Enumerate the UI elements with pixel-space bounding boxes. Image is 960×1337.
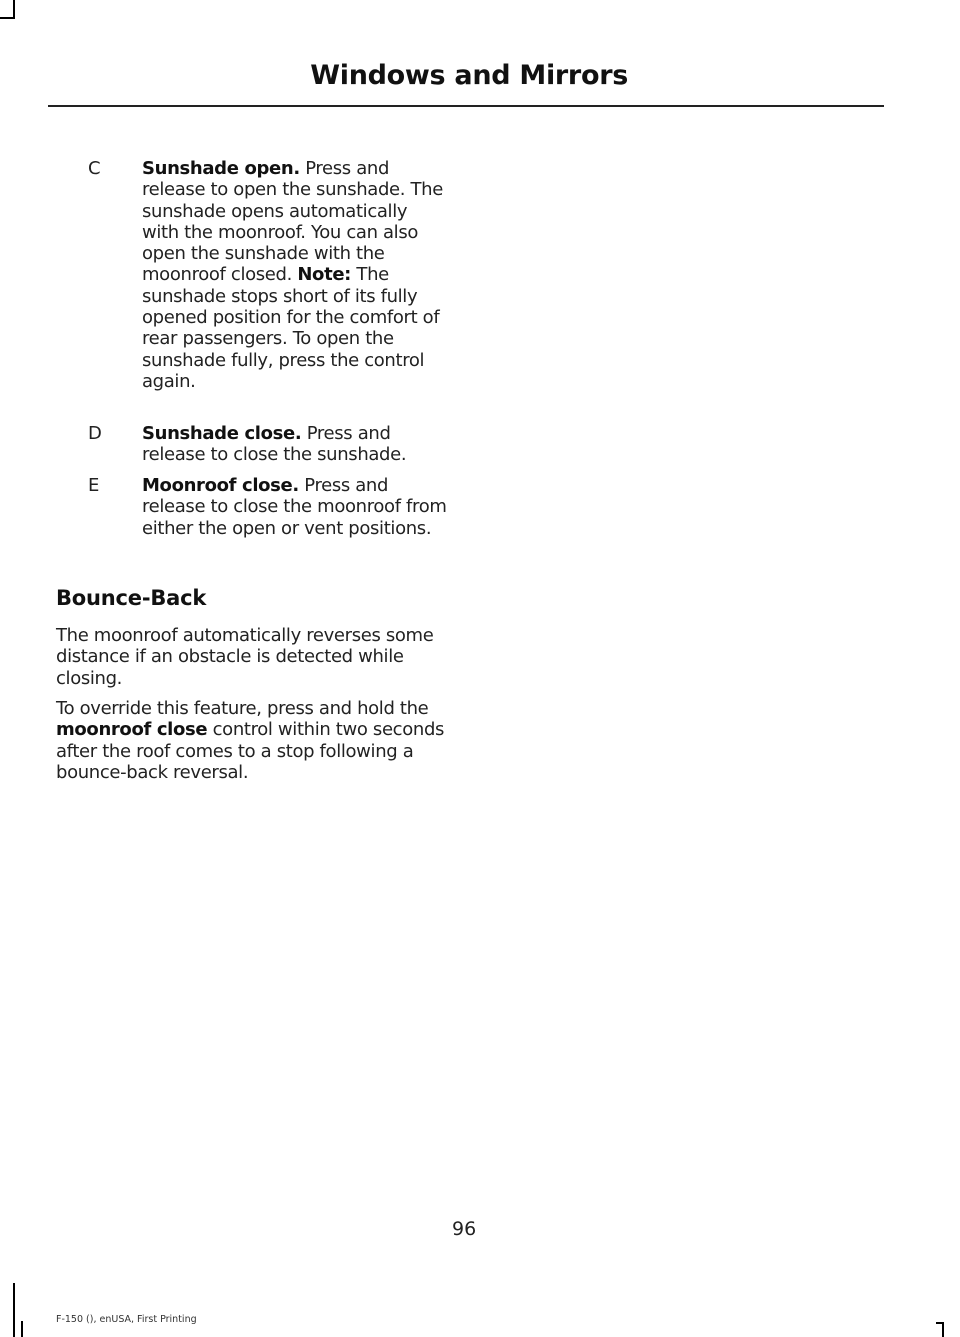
paragraph-2-text-end: control within two seconds after the roof comes to a stop following a bounce-back reversal. — [56, 719, 445, 783]
item-letter: D — [88, 423, 102, 444]
section-heading: Bounce-Back — [56, 586, 207, 610]
note-label: Note: — [297, 264, 352, 286]
crop-mark-bottom-left-vertical — [13, 1283, 15, 1337]
page-header-title: Windows and Mirrors — [310, 60, 628, 91]
item-label: Sunshade open. — [142, 158, 300, 179]
item-text: Press and release to close the moonroof from either the open or vent positions. — [142, 475, 447, 539]
item-description — [142, 475, 448, 539]
item-text: Press and release to close the sunshade. — [142, 423, 407, 466]
crop-mark-bottom-left-small — [21, 1321, 23, 1337]
item-letter: E — [88, 475, 100, 496]
paragraph-1: The moonroof automatically reverses some distance if an obstacle is detected while closing. — [56, 625, 434, 689]
crop-mark-top-left-horizontal — [0, 17, 15, 19]
item-text: Press and release to open the sunshade. The sunshade opens automatically with the moonroof. You can also open the sunshade with the moonroof closed. — [142, 158, 443, 286]
note-text: The sunshade stops short of its fully opened position for the comfort of rear passengers. To open the sunshade fully, press the control again. — [142, 264, 440, 392]
paragraph-2-control-name: moonroof close — [56, 719, 208, 741]
crop-mark-bottom-right-vertical — [942, 1322, 944, 1337]
crop-mark-bottom-right-small — [936, 1322, 943, 1324]
page-number: 96 — [452, 1218, 477, 1240]
item-letter: C — [88, 158, 101, 179]
item-label: Sunshade close. — [142, 423, 302, 444]
header-divider — [48, 105, 884, 107]
item-description — [142, 158, 448, 392]
item-label: Moonroof close. — [142, 475, 299, 496]
footer-printing-note: F-150 (), enUSA, First Printing — [56, 1314, 197, 1325]
paragraph-2-text-start: To override this feature, press and hold the — [56, 698, 429, 719]
paragraph-2 — [56, 698, 454, 783]
crop-mark-top-left-vertical — [13, 0, 15, 18]
item-description — [142, 423, 448, 466]
